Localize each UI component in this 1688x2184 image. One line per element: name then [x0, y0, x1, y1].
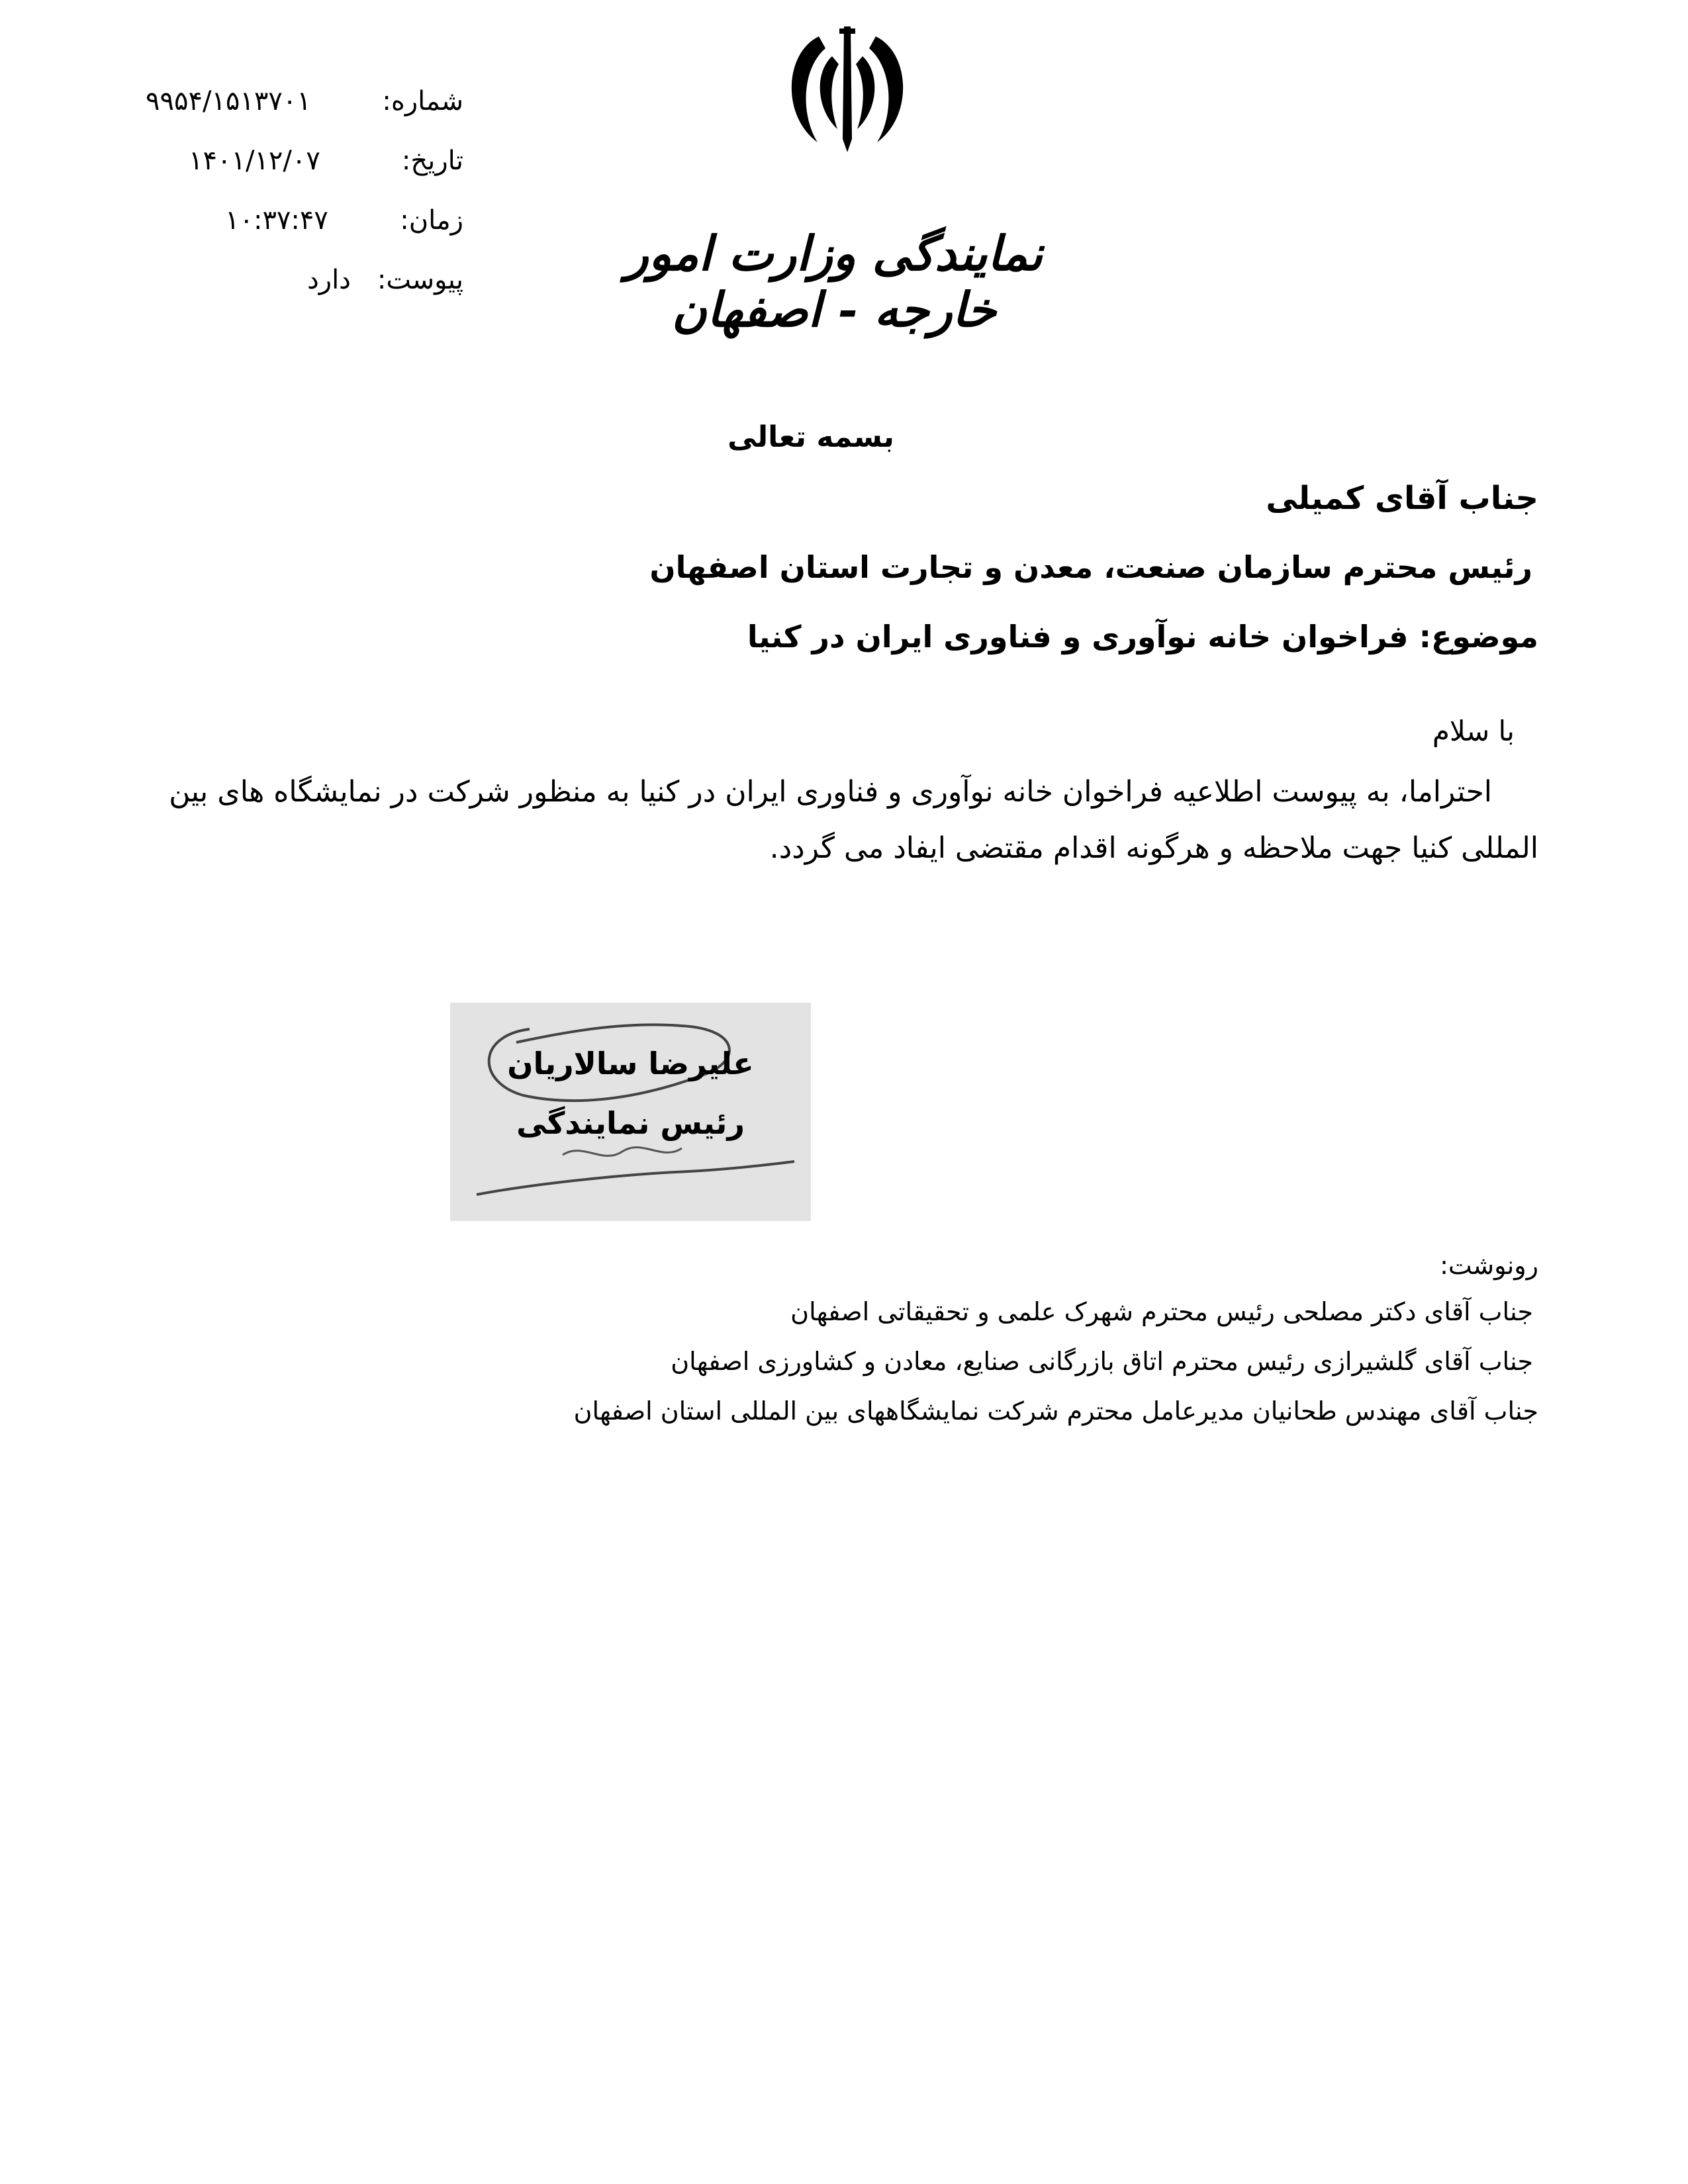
cc-item: جناب آقای دکتر مصلحی رئیس محترم شهرک علمی و تحقیقاتی اصفهان	[790, 1297, 1533, 1326]
number-value: ۹۹۵۴/۱۵۱۳۷۰۱	[146, 86, 311, 116]
recipient-name: جناب آقای کمیلی	[1266, 480, 1538, 517]
org-title: نمایندگی وزارت امور خارجه - اصفهان	[625, 225, 1043, 338]
iran-emblem-icon	[778, 23, 917, 156]
cc-item: جناب آقای مهندس طحانیان مدیرعامل محترم شرکت نمایشگاههای بین المللی استان اصفهان	[573, 1396, 1538, 1426]
recipient-title: رئیس محترم سازمان صنعت، معدن و تجارت استان اصفهان	[649, 549, 1532, 585]
invocation: بسمه تعالی	[727, 420, 894, 454]
date-value: ۱۴۰۱/۱۲/۰۷	[189, 146, 320, 176]
date-label: تاریخ:	[401, 146, 463, 176]
cc-item: جناب آقای گلشیرازی رئیس محترم اتاق بازرگانی صنایع، معادن و کشاورزی اصفهان	[671, 1347, 1533, 1376]
body-line-2: المللی کنیا جهت ملاحظه و هرگونه اقدام مقتضی ایفاد می گردد.	[769, 831, 1538, 865]
attachment-value: دارد	[306, 265, 351, 295]
time-value: ۱۰:۳۷:۴۷	[225, 205, 328, 236]
number-label: شماره:	[382, 86, 463, 116]
signature-position: رئیس نمایندگی	[516, 1105, 745, 1141]
cc-label: رونوشت:	[1440, 1251, 1538, 1280]
body-line-1: احتراما، به پیوست اطلاعیه فراخوان خانه نوآوری و فناوری ایران در کنیا به منظور شرکت در نمایشگاه های بین	[169, 775, 1492, 809]
attachment-label: پیوست:	[377, 265, 463, 295]
subject-line: موضوع: فراخوان خانه نوآوری و فناوری ایران در کنیا	[747, 619, 1538, 655]
signature-name: علیرضا سالاریان	[507, 1046, 754, 1081]
time-label: زمان:	[400, 205, 463, 236]
greeting: با سلام	[1432, 715, 1515, 747]
